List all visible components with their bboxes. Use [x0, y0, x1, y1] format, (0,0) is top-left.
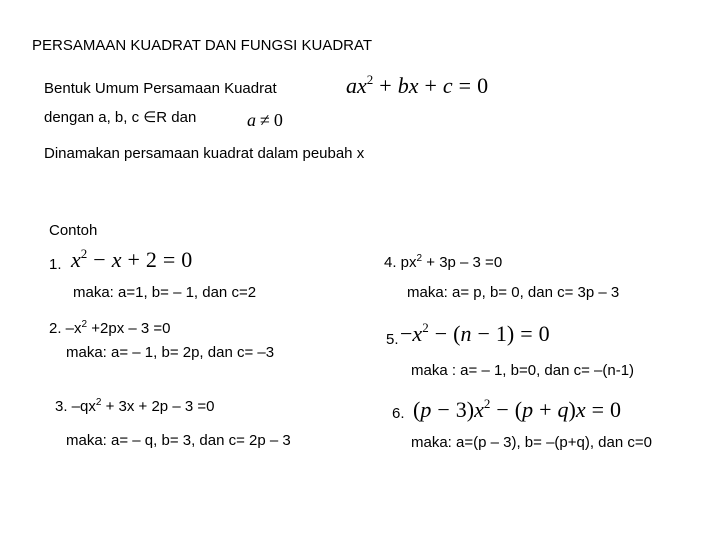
example-6-equation: $(p - 3)x^2 - (p + q)x = 0$	[413, 396, 622, 422]
general-form-formula: $ax^2$ + bx + c = 0	[346, 72, 489, 98]
example-6-result: maka: a=(p – 3), b= –(p+q), dan c=0	[411, 434, 652, 451]
general-condition-text: dengan a, b, c ∈R dan	[44, 109, 197, 126]
condition-formula: a ≠ 0	[247, 110, 283, 130]
example-1-equation: $x^2 - x + 2 = 0$	[71, 246, 193, 272]
example-1-number: 1.	[49, 256, 62, 273]
general-form-heading: Bentuk Umum Persamaan Kuadrat	[44, 80, 277, 97]
example-3-result: maka: a= – q, b= 3, dan c= 2p – 3	[66, 432, 291, 449]
example-5-number: 5.	[386, 331, 399, 348]
example-4-equation: 4. $px^2 + 3p - 3 =0$	[384, 253, 503, 271]
examples-heading: Contoh	[49, 222, 98, 239]
example-4-result: maka: a= p, b= 0, dan c= 3p – 3	[407, 284, 620, 301]
example-1-result: maka: a=1, b= – 1, dan c=2	[73, 284, 257, 301]
example-4-number: 4.	[384, 254, 397, 271]
example-2-result: maka: a= – 1, b= 2p, dan c= –3	[66, 344, 275, 361]
general-description: Dinamakan persamaan kuadrat dalam peubah x	[44, 145, 365, 162]
example-6-number: 6.	[392, 405, 405, 422]
page-title: PERSAMAAN KUADRAT DAN FUNGSI KUADRAT	[32, 37, 373, 54]
example-5-result: maka : a= – 1, b=0, dan c= –(n-1)	[411, 362, 635, 379]
example-2-number: 2.	[49, 320, 62, 337]
example-2-equation: 2. $-x^2 +2px - 3 =0$	[49, 319, 171, 337]
example-5-equation: $-x^2 - (n - 1) = 0$	[400, 320, 550, 346]
example-3-equation: 3. $-qx^2 + 3x + 2p - 3 =0$	[55, 397, 215, 415]
example-3-number: 3.	[55, 398, 68, 415]
